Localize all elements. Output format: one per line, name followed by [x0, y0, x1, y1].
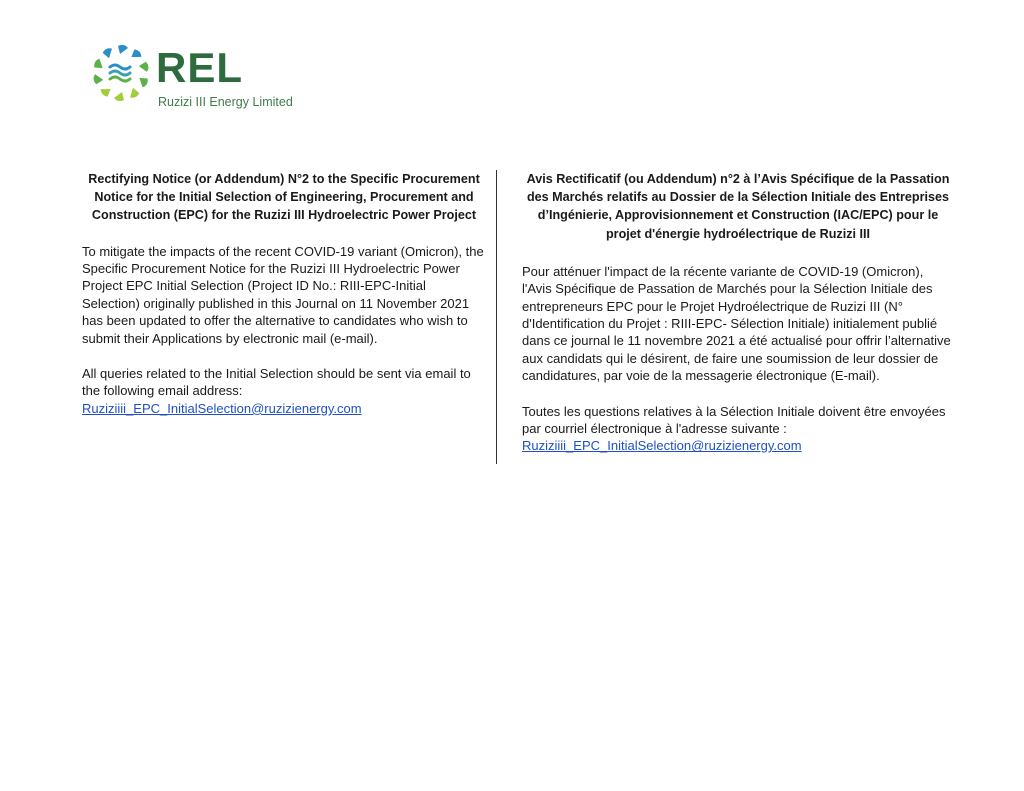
french-queries-paragraph — [522, 403, 954, 455]
french-notice-paragraph: Pour atténuer l'impact de la récente variante de COVID-19 (Omicron), l'Avis Spécifique de Passation de Marchés pour la Sélection Initiale des entrepreneurs EPC pour le Projet Hydroélectrique de Ruzizi III (N° d'Identification du Projet : RIII-EPC- Sélection Initiale) initialement publié dans ce journal le 11 novembre 2021 a été actualisé pour offrir l’alternative aux candidats qui le désirent, de faire une soumission de leur dossier de candidatures, par voie de la messagerie électronique (E-mail). — [522, 263, 951, 384]
french-notice-title: Avis Rectificatif (ou Addendum) n°2 à l’Avis Spécifique de la Passation des Marchés relatifs au Dossier de la Sélection Initiale des Entreprises d’Ingénierie, Approvisionnement et Construction (IAC/EPC) pour le projet d'énergie hydroélectrique de Ruzizi III — [526, 172, 950, 241]
french-email-link[interactable]: Ruziziiii_EPC_InitialSelection@ruzizienergy.com — [522, 438, 802, 454]
english-queries-paragraph — [82, 365, 486, 417]
french-queries-text: Toutes les questions relatives à la Sélection Initiale doivent être envoyées par courriel électronique à l'adresse suivante : — [522, 403, 946, 437]
english-email-link[interactable]: Ruziziiii_EPC_InitialSelection@ruzizienergy.com — [82, 400, 362, 416]
english-notice-column — [82, 170, 486, 435]
sun-wave-logo-icon — [92, 44, 150, 102]
english-notice-title: Rectifying Notice (or Addendum) N°2 to the Specific Procurement Notice for the Initial Selection of Engineering, Procurement and Construction (EPC) for the Ruzizi III Hydroelectric Power Project — [88, 172, 480, 223]
logo-company-name: Ruzizi III Energy Limited — [158, 95, 293, 109]
logo-wordmark: REL — [156, 44, 243, 91]
column-divider — [496, 170, 497, 464]
english-queries-text: All queries related to the Initial Selection should be sent via email to the following email address: — [82, 366, 471, 399]
company-logo — [92, 44, 322, 114]
english-notice-paragraph: To mitigate the impacts of the recent COVID-19 variant (Omicron), the Specific Procurement Notice for the Ruzizi III Hydroelectric Power Project EPC Initial Selection (Project ID No.: RIII-EPC-Initial Selection) originally published in this Journal on 11 November 2021 has been updated to offer the alternative to candidates who wish to submit their Applications by electronic mail (e-mail). — [82, 243, 484, 346]
french-notice-column — [522, 170, 954, 473]
